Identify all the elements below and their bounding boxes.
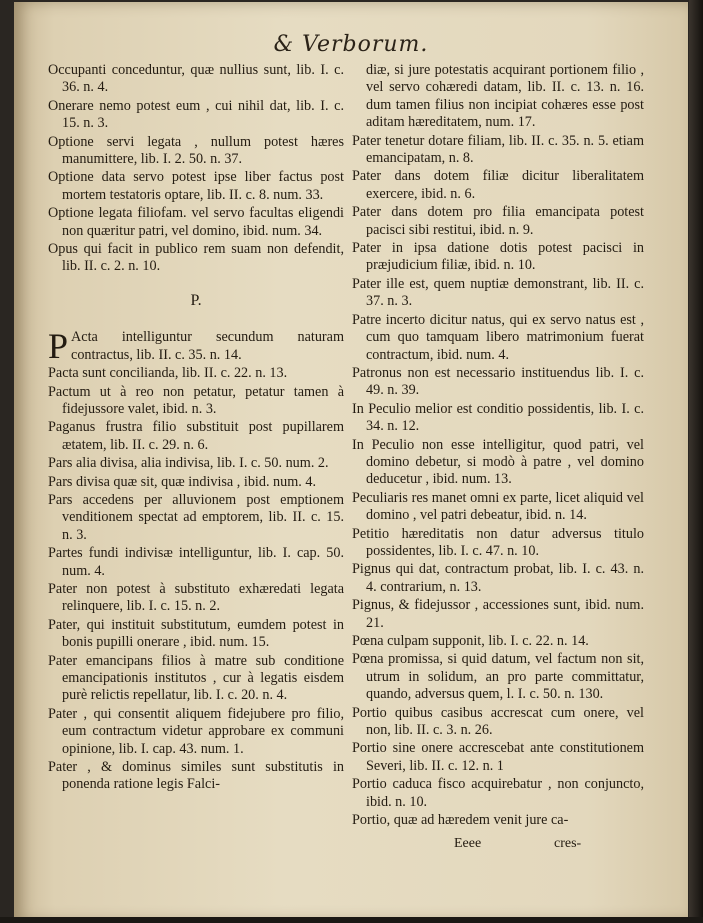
index-entry: Pater emancipans filios à matre sub conditione emancipationis institutos , cur à legatis eisdem purè relictis repellatur, lib. I. c. 20. n. 4. bbox=[48, 652, 344, 704]
index-entry: Pœna promissa, si quid datum, vel factum non sit, utrum in solidum, an pro parte committatur, quando, adversus quem, l. I. c. 50. n. 130. bbox=[352, 651, 644, 703]
entries-before-section bbox=[48, 62, 344, 276]
book-edge-bottom bbox=[0, 917, 703, 923]
index-entry: Pars accedens per alluvionem post emptionem venditionem spectat ad emptorem, lib. II. c. 15. n. 3. bbox=[48, 491, 344, 543]
index-entry: Pater ille est, quem nuptiæ demonstrant, lib. II. c. 37. n. 3. bbox=[352, 275, 644, 310]
index-entry: Portio, quæ ad hæredem venit jure ca- bbox=[352, 812, 569, 829]
index-entry: Pater , & dominus similes sunt substitutis in ponenda ratione legis Falci- bbox=[48, 759, 344, 793]
index-entry: Optione data servo potest ipse liber factus post mortem testatoris optare, lib. II. c. 8. num. 33. bbox=[48, 169, 344, 203]
index-entry: Paganus frustra filio substituit post pupillarem ætatem, lib. II. c. 29. n. 6. bbox=[48, 419, 344, 453]
first-entry bbox=[48, 326, 344, 367]
right-column bbox=[352, 62, 644, 830]
index-entry: Petitio hæreditatis non datur adversus titulo possidentes, lib. I. c. 47. n. 10. bbox=[352, 525, 644, 559]
index-entry: Opus qui facit in publico rem suam non defendit, lib. II. c. 2. n. 10. bbox=[48, 241, 344, 275]
index-entry: In Peculio non esse intelligitur, quod patri, vel domino debetur, si modò à patre , vel domino deducetur , ibid. num. 13. bbox=[352, 436, 644, 488]
index-entry: Partes fundi indivisæ intelliguntur, lib. I. cap. 50. num. 4. bbox=[48, 545, 344, 579]
book-edge-right bbox=[689, 0, 703, 923]
index-entry: Pater dans dotem filiæ dicitur liberalitatem exercere, ibid. n. 6. bbox=[352, 168, 644, 202]
continuation-entry: diæ, si jure potestatis acquirant portionem filio , vel servo cohæredi datam, lib. II. c. 13. n. 16. dum tamen filius non incipiat cohæres esse post aditam hæreditatem, num. 17. bbox=[366, 62, 644, 131]
index-entry: Pignus qui dat, contractum probat, lib. I. c. 43. n. 4. contrarium, n. 13. bbox=[352, 561, 644, 595]
running-header: & Verborum. bbox=[273, 32, 429, 57]
index-entry: Pater dans dotem pro filia emancipata potest pacisci sibi restitui, ibid. n. 9. bbox=[352, 204, 644, 238]
right-entries bbox=[352, 133, 644, 830]
index-entry: Peculiaris res manet omni ex parte, licet aliquid vel domino , vel patri debeatur, ibid. n. 14. bbox=[352, 489, 644, 524]
first-entry-text: Acta intelliguntur secundum naturam contractus, lib. II. c. 35. n. 14. bbox=[71, 329, 344, 363]
index-entry: Portio sine onere accrescebat ante constitutionem Severi, lib. II. c. 12. n. 1 bbox=[352, 740, 644, 774]
entries-after-section bbox=[48, 365, 344, 794]
index-entry: Optione legata filiofam. vel servo facultas eligendi non quæritur patri, vel domino, ibid. num. 34. bbox=[48, 205, 344, 239]
left-column bbox=[48, 62, 344, 795]
index-entry: Pacta sunt conciliandа, lib. II. c. 22. n. 13. bbox=[48, 365, 288, 382]
index-entry: Patre incerto dicitur natus, qui ex servo natus est , cum quo tamquam libero matrimonium fuerat contractum, ibid. num. 4. bbox=[352, 311, 644, 363]
index-entry: Portio quibus casibus accrescat cum onere, vel non, lib. II. c. 3. n. 26. bbox=[352, 704, 644, 739]
signature-mark: Eeee bbox=[454, 836, 482, 851]
index-entry: Optione servi legata , nullum potest hæres manumittere, lib. I. 2. 50. n. 37. bbox=[48, 133, 344, 168]
index-entry: Pignus, & fidejussor , accessiones sunt, ibid. num. 21. bbox=[352, 597, 644, 631]
index-entry: Pater tenetur dotare filiam, lib. II. c. 35. n. 5. etiam emancipatam, n. 8. bbox=[352, 132, 644, 167]
index-entry: In Peculio melior est conditio possidentis, lib. I. c. 34. n. 12. bbox=[352, 400, 644, 435]
index-entry: Portio caduca fisco acquirebatur , non conjuncto, ibid. n. 10. bbox=[352, 776, 644, 810]
index-entry: Pater non potest à substituto exhæredati legata relinquere, lib. I. c. 15. n. 2. bbox=[48, 580, 344, 615]
index-entry: Pater , qui consentit aliquem fidejubere pro filio, eum contractum videtur approbare ex communi opinione, lib. I. cap. 43. num. 1. bbox=[48, 705, 344, 757]
index-entry: Patronus non est necessario instituendus lib. I. c. 49. n. 39. bbox=[352, 364, 644, 399]
index-entry: Onerare nemo potest eum , cui nihil dat, lib. I. c. 15. n. 3. bbox=[48, 97, 344, 132]
book-page bbox=[14, 2, 688, 921]
drop-cap: P bbox=[48, 326, 69, 367]
section-letter: P. bbox=[190, 291, 202, 309]
index-entry: Pactum ut à reo non petatur, petatur tamen à fidejussore valet, ibid. n. 3. bbox=[48, 383, 344, 417]
index-entry: Pater in ipsa datione dotis potest pacisci in præjudicium filiæ, ibid. n. 10. bbox=[352, 240, 644, 274]
catchword: cres- bbox=[554, 836, 582, 851]
index-entry: Pœna culpam supponit, lib. I. c. 22. n. 14. bbox=[352, 633, 589, 649]
index-entry: Occupanti conceduntur, quæ nullius sunt, lib. I. c. 36. n. 4. bbox=[48, 62, 344, 96]
index-entry: Pater, qui instituit substitutum, eumdem potest in bonis pupilli onerare , ibid. num. 15. bbox=[48, 616, 344, 651]
index-entry: Pars divisa quæ sit, quæ indivisa , ibid. num. 4. bbox=[48, 473, 316, 490]
index-entry: Pars alia divisa, alia indivisa, lib. I. c. 50. num. 2. bbox=[48, 455, 329, 472]
